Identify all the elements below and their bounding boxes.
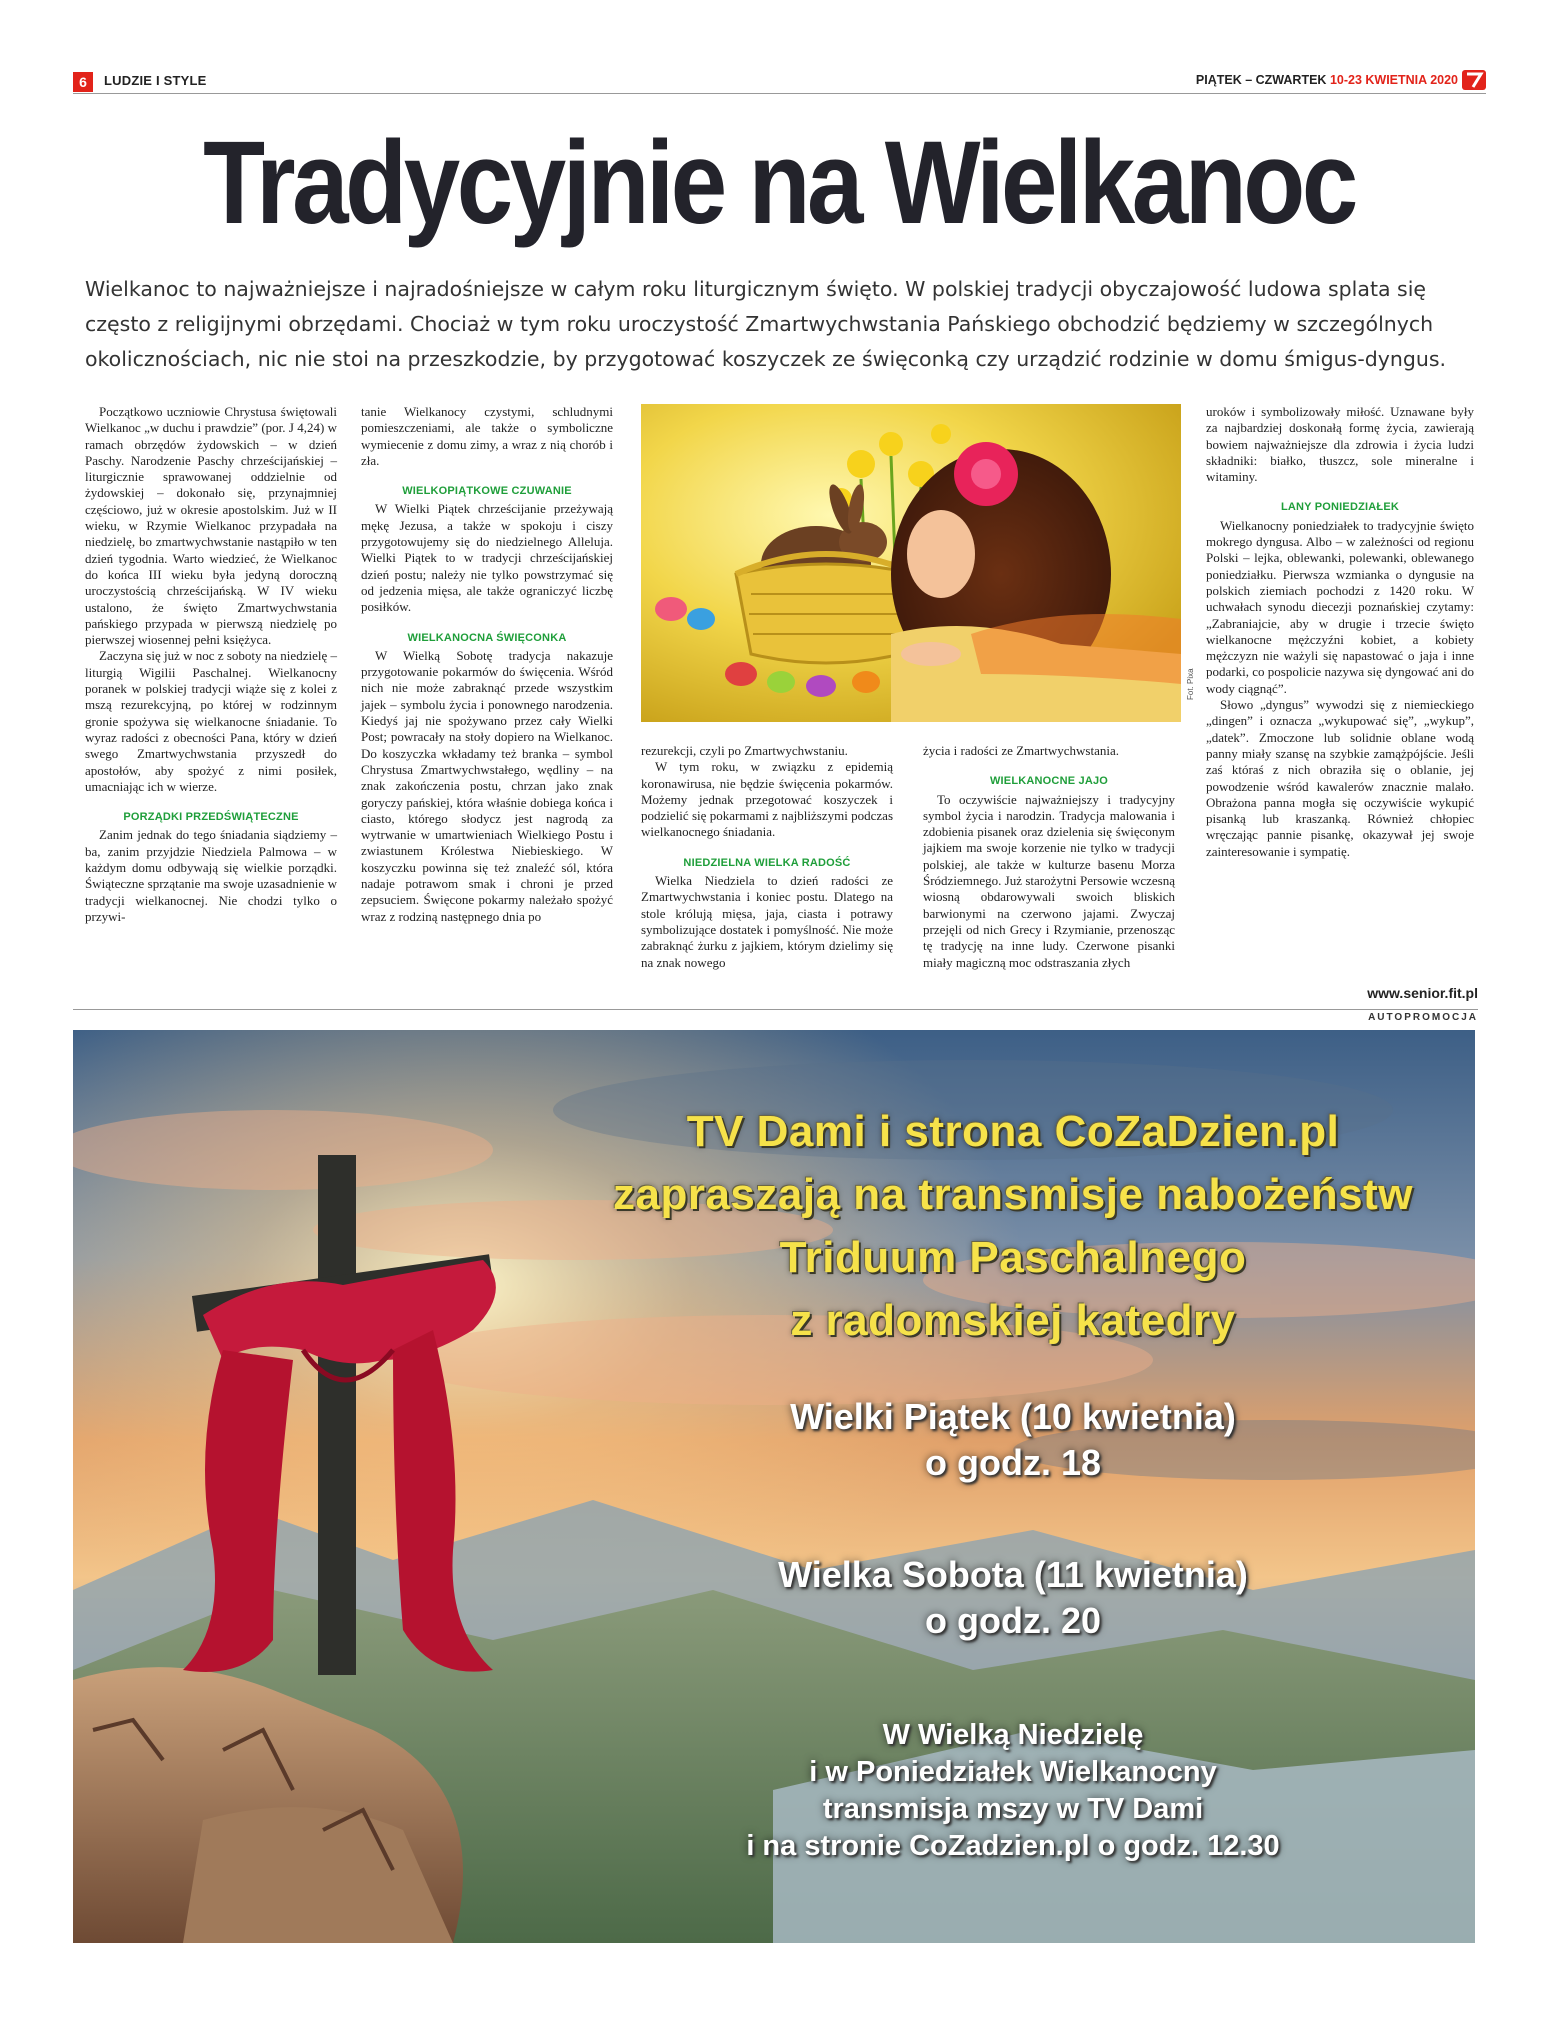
ad-divider: [73, 1009, 1478, 1010]
subheading: WIELKANOCNA ŚWIĘCONKA: [407, 631, 567, 644]
paragraph: W Wielki Piątek chrześcijanie przeżywają mękę Jezusa, a także w spokoju i ciszy przygotowujemy się do niedzielnego Alleluja. Wielki Piątek to w tradycji chrześcijańskiej dzień postu; należy nie tylko powstrzymać się od jedzenia mięsa, ale także ograniczyć liczbę posiłków.: [361, 501, 613, 615]
issue-date: PIĄTEK – CZWARTEK 10-23 KWIETNIA 2020: [1195, 73, 1458, 87]
paragraph: tanie Wielkanocy czystymi, schludnymi pomieszczeniami, ale także o symboliczne wymiecenie z domu zimy, a wraz z nią chorób i zła.: [361, 404, 613, 468]
page-number: 6: [73, 72, 93, 92]
paragraph: Wielkanocny poniedziałek to tradycyjnie święto mokrego dyngusa. Albo – w zależności od regionu Polski – lejka, oblewanki, polewanki, oblewanego poniedziałku. Pierwsza wzmianka o dyngusie na polskich ziemiach pochodzi z 1420 roku. W uchwałach synodu diecezji poznańskiej czytamy: „Zabraniajcie, aby w drugie i trzecie święto wielkanocne mężczyźni kobiet, a kobiety mężczyzn nie ważyli się napastować o jaja i inne podarki, co pospolicie nazywa się dyngować ani do wody ciągnąć”.: [1206, 517, 1474, 696]
ad-sunday-line-2: i w Poniedziałek Wielkanocny: [809, 1756, 1217, 1788]
ad-friday-time: o godz. 18: [924, 1442, 1101, 1483]
paragraph: Zaczyna się już w noc z soboty na niedzielę – liturgią Wigilii Paschalnej. Wielkanocny poranek w polskiej tradycji wiąże się z kolei z mszą rezurekcyjną, po której w rodzinnym gronie spożywa się wielkanocne śniadanie. To wyraz radości z obecności Pana, który w dzień swego Zmartwychwstania przyszedł do apostołów, aby spożyć z nimi posiłek, umacniając ich w wierze.: [85, 648, 337, 794]
ad-saturday-time: o godz. 20: [924, 1600, 1101, 1641]
paragraph: Początkowo uczniowie Chrystusa świętowali Wielkanoc „w duchu i prawdzie” (por. J 4,24) w ramach obrzędów żydowskich – w dzień Paschy. Narodzenie Paschy chrześcijańskiej – liturgicznie sprawowanej oddzielnie od żydowskiej – dokonało się, przynajmniej częściowo, już w okresie apostolskim. Już w II wieku, w Rzymie Wielkanoc przypadała na niedzielę, bo zmartwychwstanie nastąpiło w ten dzień tygodnia. Warto wiedzieć, że Wielkanoc do końca III wieku była jedyną doroczną uroczystością chrześcijańską. W IV wieku ustalono, że święto Zmartwychwstania pańskiego przypada w pierwszą niedzielę po pierwszej wiosennej pełni księżyca.: [85, 404, 337, 648]
article-headline: Tradycyjnie na Wielkanoc: [203, 117, 1355, 249]
subheading: LANY PONIEDZIAŁEK: [1280, 501, 1400, 514]
paragraph: W Wielką Sobotę tradycja nakazuje przygotowanie pokarmów do święcenia. Wśród nich nie może zabraknąć przede wszystkim jajek – symbolu życia i ponownego narodzenia. Kiedyś jaj nie spożywano przez cały Wielki Post; powracały na stoły dopiero na Wielkanoc. Do koszyczka wkładamy też branka – symbol Chrystusa Zmartwychwstałego, wędliny – na znak zakończenia postu, chrzan jako znak goryczy pańskiej, która właśnie dobiega końca i ciasto, którego słodycz jest nagrodą za wytrwanie w umartwieniach Wielkiego Postu i zwiastunem Królestwa Niebieskiego. W koszyczku powinna się też znaleźć sól, która nadaje potrawom smak i chroni je przed zepsuciem. Święcone pokarmy należało spożyć wraz z rodziną następnego dnia po: [361, 647, 613, 924]
ad-sunday-line-4: i na stronie CoZadzien.pl o godz. 12.30: [746, 1830, 1280, 1862]
section-label: LUDZIE I STYLE: [104, 73, 207, 88]
subheading: PORZĄDKI PRZEDŚWIĄTECZNE: [123, 811, 299, 824]
subheading: WIELKOPIĄTKOWE CZUWANIE: [402, 485, 572, 498]
ad-saturday-date: Wielka Sobota (11 kwietnia): [778, 1554, 1248, 1595]
article-column-5: [1206, 404, 1474, 860]
paragraph: To oczywiście najważniejszy i tradycyjny symbol życia i narodzin. Tradycja malowania i zdobienia pisanek oraz dzielenia się święconym jajkiem ma swoje korzenie nie tylko w tradycji polskiej, ale także w kulturze basenu Morza Śródziemnego. Już starożytni Persowie wczesną wiosną obdarowywali swoich bliskich barwionymi na czerwono jajami. Zwyczaj przejęli od nich Grecy i Rzymianie, przenosząc tę tradycję na inne ludy. Czerwone pisanki miały magiczną moc odstraszania złych: [923, 791, 1175, 970]
ad-label: AUTOPROMOCJA: [1368, 1012, 1478, 1023]
article-lead: Wielkanoc to najważniejsze i najradośniejsze w całym roku liturgicznym święto. W polskiej tradycji obyczajowość ludowa splata się często z religijnymi obrzędami. Chociaż w tym roku uroczystość Zmartwychwstania Pańskiego obchodzić będziemy w szczególnych okolicznościach, nic nie stoi na przeszkodzie, by przygotować koszyczek ze święconką czy urządzić rodzinie w domu śmigus-dyngus.: [85, 277, 1447, 371]
paragraph: Wielka Niedziela to dzień radości ze Zmartwychwstania i koniec postu. Dlatego na stole królują mięsa, jaja, ciasta i potrawy symbolizujące dostatek i pomyślność. Nie może zabraknąć żurku z jajkiem, którym dzielimy się na znak nowego: [641, 873, 893, 970]
subheading: WIELKANOCNE JAJO: [989, 775, 1109, 788]
article-column-3: [641, 743, 893, 971]
paragraph: Słowo „dyngus” wywodzi się z niemieckiego „dingen” i oznacza „wykupować się”, „wykup”, „datek”. Zmoczone lub solidnie oblane wodą panny miały szansę na szybkie zamążpójście. Jeśli zaś któraś z nich obraziła się o oblanie, jej powodzenie wśród kawalerów znacznie malało. Obrażona panna mogła się oczywiście wykupić pisanką lub kraszanką. Również chłopiec wręczając pannie pisankę, okazywał jej swoje zainteresowanie i sympatię.: [1206, 697, 1474, 859]
ad-title-line-2: zapraszają na transmisje nabożeństw: [612, 1170, 1413, 1219]
ad-title-line-4: z radomskiej katedry: [790, 1296, 1236, 1345]
header-divider: [73, 93, 1486, 94]
seven-logo-icon: [1462, 70, 1486, 90]
paragraph: W tym roku, w związku z epidemią koronawirusa, nie będzie święcenia pokarmów. Możemy jednak przegotować koszyczek i podzielić się pokarmami z najbliższymi podczas wielkanocnego śniadania.: [641, 759, 893, 840]
easter-photo: [641, 404, 1181, 722]
ad-sunday-line-1: W Wielką Niedzielę: [882, 1719, 1144, 1751]
ad-title-line-1: TV Dami i strona CoZaDzien.pl: [686, 1107, 1340, 1156]
paragraph: uroków i symbolizowały miłość. Uznawane były za najbardziej doskonałą formę życia, zawierają bowiem najważniejsze dla zdrowia i życia ludzi składniki: białko, tłuszcz, sole mineralne i witaminy.: [1206, 404, 1474, 485]
article-column-4: [923, 743, 1175, 971]
article-column-1: [85, 404, 337, 925]
ad-sunday-line-3: transmisja mszy w TV Dami: [822, 1793, 1204, 1825]
article-column-2: [361, 404, 613, 925]
paragraph: życia i radości ze Zmartwychwstania.: [923, 743, 1119, 758]
photo-credit: Fot. Pixa: [1186, 668, 1195, 700]
paragraph: Zanim jednak do tego śniadania siądziemy – ba, zanim przyjdzie Niedziela Palmowa – w każdym domu odbywają się wielkie porządki. Świąteczne sprzątanie ma swoje uzasadnienie w tradycji wielkanocnej. Nie chodzi tylko o przywi-: [85, 827, 337, 924]
source-link[interactable]: www.senior.fit.pl: [1367, 985, 1478, 1001]
paragraph: rezurekcji, czyli po Zmartwychwstaniu.: [641, 743, 848, 758]
subheading: NIEDZIELNA WIELKA RADOŚĆ: [683, 856, 851, 869]
ad-title-line-3: Triduum Paschalnego: [779, 1233, 1247, 1282]
ad-friday-date: Wielki Piątek (10 kwietnia): [790, 1396, 1236, 1437]
tv-dami-advert: [73, 1030, 1475, 1943]
